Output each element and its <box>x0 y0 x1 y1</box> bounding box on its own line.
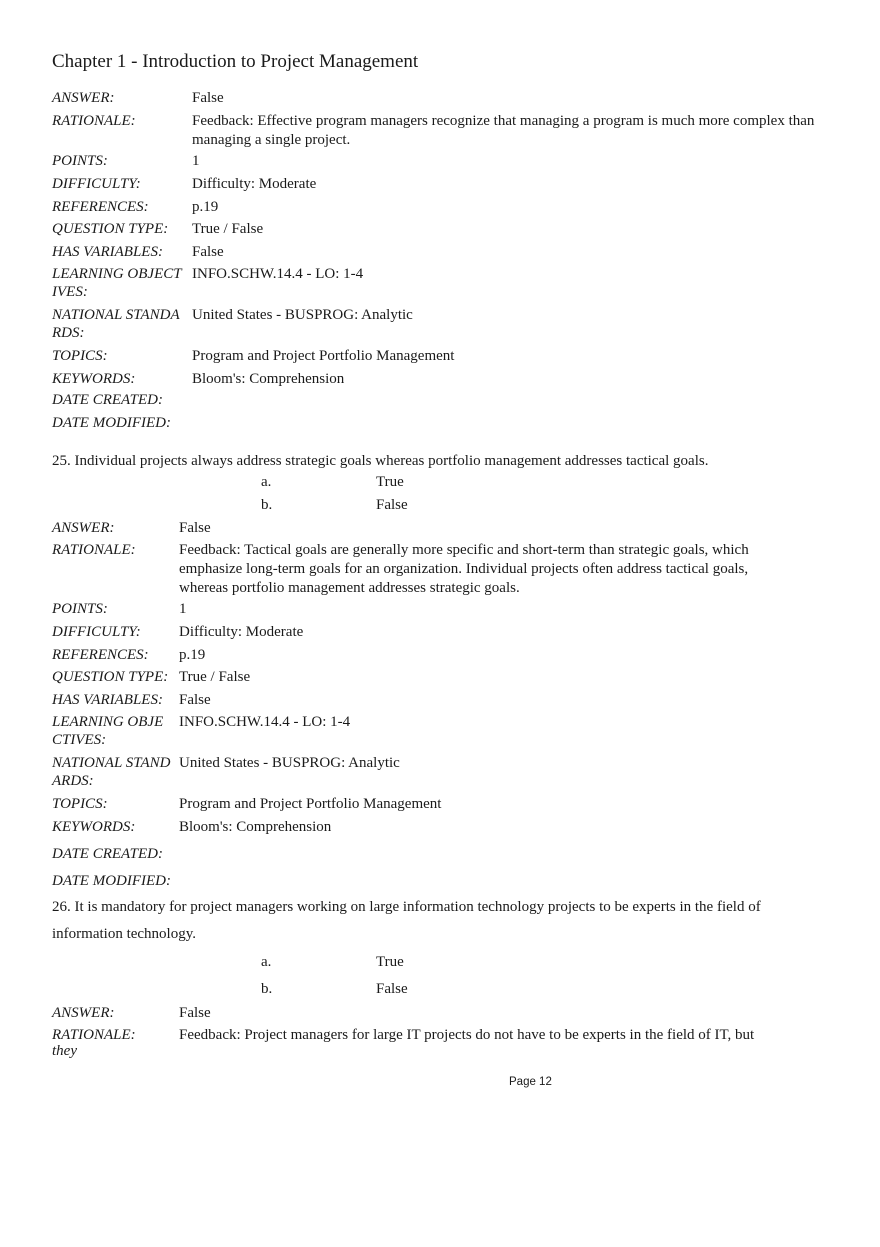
difficulty-label: DIFFICULTY: <box>52 624 141 640</box>
topics-value: Program and Project Portfolio Management <box>179 796 442 812</box>
topics-label: TOPICS: <box>52 796 108 812</box>
has-variables-label: HAS VARIABLES: <box>52 244 163 260</box>
question-type-label: QUESTION TYPE: <box>52 221 169 237</box>
keywords-value: Bloom's: Comprehension <box>192 371 345 387</box>
references-value: p.19 <box>192 199 219 215</box>
answer-value: False <box>179 520 211 536</box>
learning-objectives-value: INFO.SCHW.14.4 - LO: 1-4 <box>179 714 351 730</box>
difficulty-value: Difficulty: Moderate <box>192 176 317 192</box>
option-b-text: False <box>376 497 408 513</box>
difficulty-value: Difficulty: Moderate <box>179 624 304 640</box>
option-a-letter: a. <box>261 474 272 490</box>
page-title: Chapter 1 - Introduction to Project Management <box>52 51 419 72</box>
references-value: p.19 <box>179 647 206 663</box>
rationale-label: RATIONALE: <box>52 1027 136 1043</box>
page-number: Page 12 <box>509 1076 552 1088</box>
learning-objectives-label-1: LEARNING OBJECT <box>52 266 182 282</box>
option-b-letter: b. <box>261 497 273 513</box>
topics-value: Program and Project Portfolio Management <box>192 348 455 364</box>
points-value: 1 <box>192 153 200 169</box>
keywords-value: Bloom's: Comprehension <box>179 819 332 835</box>
has-variables-value: False <box>179 692 211 708</box>
points-value: 1 <box>179 601 187 617</box>
learning-objectives-label-2: IVES: <box>52 284 88 300</box>
answer-label: ANSWER: <box>52 520 115 536</box>
learning-objectives-label-2: CTIVES: <box>52 732 107 748</box>
date-created-label: DATE CREATED: <box>52 392 163 408</box>
question-type-value: True / False <box>179 669 251 685</box>
topics-label: TOPICS: <box>52 348 108 364</box>
answer-value: False <box>192 90 224 106</box>
option-a-text: True <box>376 954 404 970</box>
rationale-value: Feedback: Project managers for large IT projects do not have to be experts in the field of IT, but <box>179 1027 755 1043</box>
references-label: REFERENCES: <box>52 647 149 663</box>
option-b-text: False <box>376 981 408 997</box>
national-standards-value: United States - BUSPROG: Analytic <box>179 755 400 771</box>
answer-label: ANSWER: <box>52 90 115 106</box>
answer-label: ANSWER: <box>52 1005 115 1021</box>
national-standards-label-2: RDS: <box>52 325 85 341</box>
question-text: 26. It is mandatory for project managers working on large information technology projects to be experts in the field of information technology. <box>52 899 761 942</box>
rationale-label: RATIONALE: <box>52 542 136 558</box>
option-a-letter: a. <box>261 954 272 970</box>
question-type-value: True / False <box>192 221 264 237</box>
date-created-label: DATE CREATED: <box>52 846 163 862</box>
national-standards-label-2: ARDS: <box>52 773 94 789</box>
learning-objectives-value: INFO.SCHW.14.4 - LO: 1-4 <box>192 266 364 282</box>
national-standards-value: United States - BUSPROG: Analytic <box>192 307 413 323</box>
answer-value: False <box>179 1005 211 1021</box>
points-label: POINTS: <box>52 153 108 169</box>
date-modified-label: DATE MODIFIED: <box>52 415 171 431</box>
keywords-label: KEYWORDS: <box>52 819 136 835</box>
question-text: 25. Individual projects always address strategic goals whereas portfolio management addresses tactical goals. <box>52 453 709 469</box>
rationale-continuation: they <box>52 1043 77 1059</box>
has-variables-label: HAS VARIABLES: <box>52 692 163 708</box>
keywords-label: KEYWORDS: <box>52 371 136 387</box>
option-b-letter: b. <box>261 981 273 997</box>
question-type-label: QUESTION TYPE: <box>52 669 169 685</box>
rationale-value: Feedback: Effective program managers recognize that managing a program is much more complex than managing a single project. <box>192 113 815 148</box>
difficulty-label: DIFFICULTY: <box>52 176 141 192</box>
option-a-text: True <box>376 474 404 490</box>
date-modified-label: DATE MODIFIED: <box>52 873 171 889</box>
references-label: REFERENCES: <box>52 199 149 215</box>
rationale-value: Feedback: Tactical goals are generally more specific and short-term than strategic goals, which emphasize long-term goals for an organization. Individual projects often address tactical goals, whereas portfolio management addresses strategic goals. <box>179 542 749 596</box>
learning-objectives-label-1: LEARNING OBJE <box>52 714 164 730</box>
national-standards-label-1: NATIONAL STAND <box>52 755 171 771</box>
rationale-label: RATIONALE: <box>52 113 136 129</box>
national-standards-label-1: NATIONAL STANDA <box>52 307 180 323</box>
points-label: POINTS: <box>52 601 108 617</box>
has-variables-value: False <box>192 244 224 260</box>
